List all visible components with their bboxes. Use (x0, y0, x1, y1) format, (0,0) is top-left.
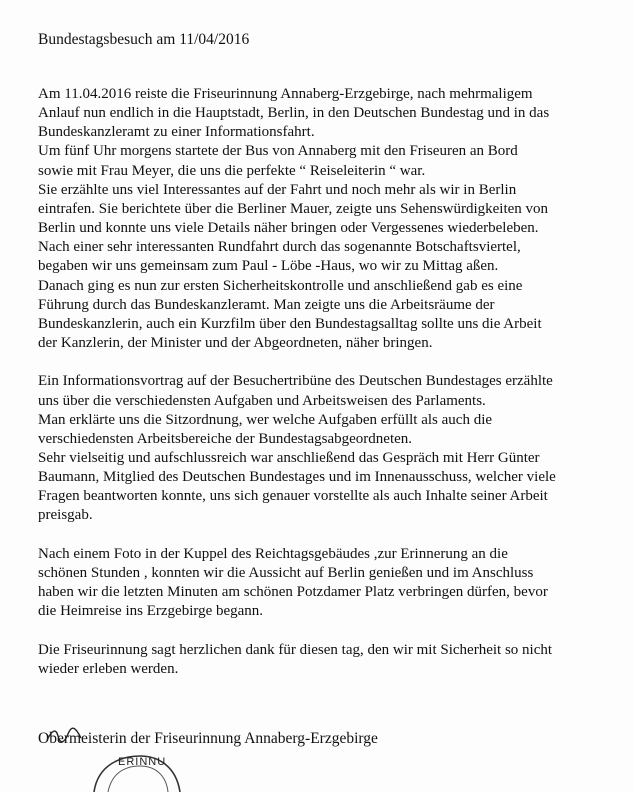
text-line: haben wir die letzten Minuten am schönen Potzdamer Platz verbringen dürfen, bevor (38, 584, 548, 601)
text-line: uns über die verschiedensten Aufgaben und Arbeitsweisen des Parlaments. (38, 392, 486, 409)
text-line: preisgab. (38, 507, 93, 524)
text-line: Fragen beantworten konnte, uns sich genauer vorstellte als auch Inhalte seiner Arbeit (38, 488, 548, 505)
text-line: Führung durch das Bundeskanzleramt. Man zeigte uns die Arbeitsräume der (38, 296, 495, 313)
text-line: Bundeskanzlerin, auch ein Kurzfilm über den Bundestagsalltag sollte uns die Arbeit (38, 315, 542, 332)
text-line: Berlin und konnte uns viele Details näher bringen oder Vergessenes wiederbeleben. (38, 220, 539, 237)
text-line: Ein Informationsvortrag auf der Besuchertribüne des Deutschen Bundestages erzählte (38, 373, 553, 390)
signature-line: Obermeisterin der Friseurinnung Annaberg-Erzgebirge (38, 730, 378, 747)
text-line: die Heimreise ins Erzgebirge begann. (38, 603, 264, 620)
text-line: Sie erzählte uns viel Interessantes auf der Fahrt und noch mehr als wir in Berlin (38, 181, 517, 198)
text-line: Nach einem Foto in der Kuppel des Reichtagsgebäudes ,zur Erinnerung an die (38, 545, 508, 562)
text-line: begaben wir uns gemeinsam zum Paul - Löbe -Haus, wo wir zu Mittag aßen. (38, 258, 499, 275)
text-line: Sehr vielseitig und aufschlussreich war anschließend das Gespräch mit Herr Günter (38, 450, 540, 466)
paragraph-1 (38, 85, 628, 353)
stamp-text: ERINNU (118, 756, 167, 768)
text-line: schönen Stunden , konnten wir die Aussicht auf Berlin genießen und im Anschluss (38, 564, 534, 581)
text-line: Anlauf nun endlich in die Hauptstadt, Berlin, in den Deutschen Bundestag und in das (38, 105, 550, 122)
paragraph-2 (38, 372, 628, 525)
text-line: Am 11.04.2016 reiste die Friseurinnung Annaberg-Erzgebirge, nach mehrmaligem (38, 86, 533, 102)
text-line: Baumann, Mitglied des Deutschen Bundestages und im Innenausschuss, welcher viele (38, 469, 556, 486)
text-line: verschiedensten Arbeitsbereiche der Bundestagsabgeordneten. (38, 430, 413, 447)
text-line: sowie mit Frau Meyer, die uns die perfekte “ Reiseleiterin “ war. (38, 162, 426, 179)
text-line: Bundeskanzleramt zu einer Informationsfahrt. (38, 124, 315, 141)
text-line: Nach einer sehr interessanten Rundfahrt durch das sogenannte Botschaftsviertel, (38, 239, 521, 256)
text-line: Danach ging es nun zur ersten Sicherheitskontrolle und anschließend gab es eine (38, 277, 523, 294)
text-line: wieder erleben werden. (38, 660, 179, 677)
text-line: eintrafen. Sie berichtete über die Berliner Mauer, zeigte uns Sehenswürdigkeiten von (38, 200, 549, 217)
paragraph-3 (38, 545, 628, 622)
text-line: der Kanzlerin, der Minister und der Abgeordneten, näher bringen. (38, 335, 433, 352)
text-line: Man erklärte uns die Sitzordnung, wer welche Aufgaben erfüllt als auch die (38, 411, 493, 428)
text-line: Um fünf Uhr morgens startete der Bus von Annaberg mit den Friseuren an Bord (38, 143, 518, 160)
paragraph-4 (38, 641, 628, 679)
text-line: Die Friseurinnung sagt herzlichen dank für diesen tag, den wir mit Sicherheit so nicht (38, 641, 553, 658)
document-title: Bundestagsbesuch am 11/04/2016 (38, 31, 250, 48)
document-body (38, 85, 628, 698)
